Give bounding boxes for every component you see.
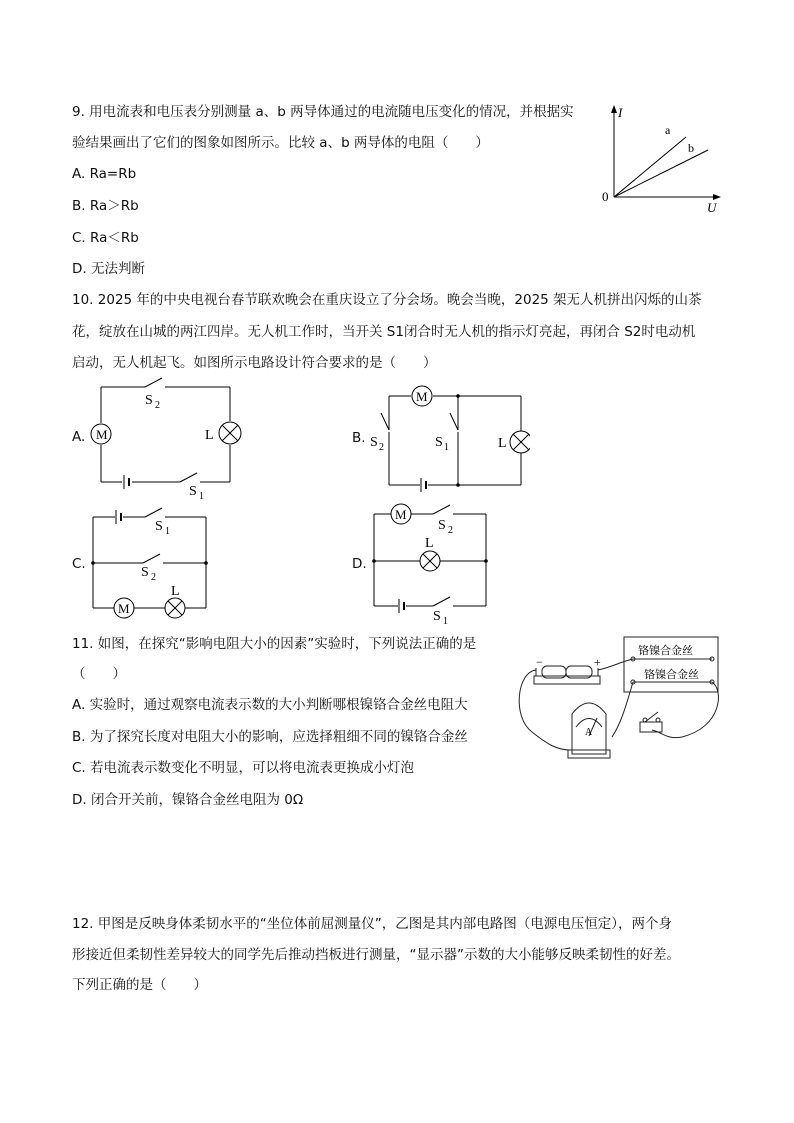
q10-stem-line1: 10. 2025 年的中央电视台春节联欢晚会在重庆设立了分会场。晚会当晚，2025 架无人机拼出闪烁的山茶 bbox=[72, 292, 702, 308]
switch-s1-label: S bbox=[435, 435, 443, 450]
lamp-label: L bbox=[171, 584, 180, 599]
q9-axis-u: U bbox=[707, 200, 717, 215]
switch-s2-label: S bbox=[141, 565, 149, 580]
q9-option-c: C. Ra＜Rb bbox=[72, 230, 139, 246]
switch-s2-sub: 2 bbox=[151, 572, 156, 583]
q9-option-a: A. Ra=Rb bbox=[72, 166, 137, 182]
q11-experiment-figure bbox=[512, 632, 727, 767]
switch-s2-label: S bbox=[438, 518, 446, 533]
q11-stem-line2: （ ） bbox=[72, 666, 126, 682]
plus-sign: + bbox=[594, 655, 601, 669]
switch-s1-label: S bbox=[155, 519, 163, 534]
switch-s2-sub: 2 bbox=[379, 442, 384, 453]
circuit-b bbox=[370, 380, 530, 495]
q10-stem-line3: 启动，无人机起飞。如图所示电路设计符合要求的是（ ） bbox=[72, 355, 437, 371]
switch-s2-sub: 2 bbox=[448, 525, 453, 536]
q9-line-a-label: a bbox=[665, 123, 671, 137]
q11-option-a: A. 实验时，通过观察电流表示数的大小判断哪根镍铬合金丝电阻大 bbox=[72, 697, 468, 713]
switch-s1-sub: 1 bbox=[199, 491, 204, 500]
switch-s2-label: S bbox=[370, 435, 378, 450]
switch-s1-label: S bbox=[189, 484, 197, 499]
ammeter-icon: A bbox=[585, 727, 593, 738]
q12-stem-line3: 下列正确的是（ ） bbox=[72, 977, 207, 993]
minus-sign: − bbox=[536, 655, 543, 669]
q12-stem-line2: 形接近但柔韧性差异较大的同学先后推动挡板进行测量，“显示器”示数的大小能够反映柔韧性的好差。 bbox=[72, 947, 680, 963]
q9-stem-line1: 9. 用电流表和电压表分别测量 a、b 两导体通过的电流随电压变化的情况，并根据实 bbox=[72, 104, 574, 120]
q9-option-d: D. 无法判断 bbox=[72, 261, 145, 277]
q10-option-b-label: B. bbox=[352, 430, 366, 446]
q9-line-b-label: b bbox=[688, 141, 694, 155]
wire2-label: 铬镍合金丝 bbox=[644, 669, 699, 681]
lamp-label: L bbox=[425, 536, 434, 551]
q11-option-d: D. 闭合开关前，镍铬合金丝电阻为 0Ω bbox=[72, 792, 304, 808]
q11-option-c: C. 若电流表示数变化不明显，可以将电流表更换成小灯泡 bbox=[72, 760, 415, 776]
q10-option-d-label: D. bbox=[352, 556, 367, 572]
q10-option-a-label: A. bbox=[72, 429, 86, 445]
motor-icon: M bbox=[118, 601, 130, 616]
lamp-label: L bbox=[498, 436, 507, 451]
motor-icon: M bbox=[416, 389, 428, 404]
q9-stem-line2: 验结果画出了它们的图象如图所示。比较 a、b 两导体的电阻（ ） bbox=[72, 135, 489, 151]
switch-s1-sub: 1 bbox=[444, 442, 449, 453]
switch-s1-sub: 1 bbox=[443, 616, 448, 627]
q11-option-b: B. 为了探究长度对电阻大小的影响，应选择粗细不同的镍铬合金丝 bbox=[72, 729, 468, 745]
q9-iu-graph bbox=[596, 100, 726, 215]
q10-option-c-label: C. bbox=[72, 556, 86, 572]
circuit-a bbox=[85, 375, 255, 500]
q9-axis-i: I bbox=[618, 105, 623, 120]
wire1-label: 铬镍合金丝 bbox=[638, 645, 693, 657]
circuit-d bbox=[365, 502, 495, 627]
switch-s2-label: S bbox=[145, 393, 153, 408]
motor-icon: M bbox=[395, 507, 407, 522]
q11-stem-line1: 11. 如图，在探究“影响电阻大小的因素”实验时，下列说法正确的是 bbox=[72, 636, 477, 652]
lamp-label: L bbox=[205, 428, 214, 443]
switch-s2-sub: 2 bbox=[155, 400, 160, 411]
q10-stem-line2: 花，绽放在山城的两江四岸。无人机工作时，当开关 S1闭合时无人机的指示灯亮起，再闭合 S2时电动机 bbox=[72, 324, 696, 340]
switch-s1-label: S bbox=[433, 609, 441, 624]
motor-icon: M bbox=[96, 427, 108, 442]
q9-origin: 0 bbox=[602, 189, 609, 204]
q9-option-b: B. Ra＞Rb bbox=[72, 198, 139, 214]
switch-s1-sub: 1 bbox=[165, 526, 170, 537]
q12-stem-line1: 12. 甲图是反映身体柔韧水平的“坐位体前屈测量仪”，乙图是其内部电路图（电源电压恒定），两个身 bbox=[72, 916, 672, 932]
circuit-c bbox=[85, 505, 215, 620]
